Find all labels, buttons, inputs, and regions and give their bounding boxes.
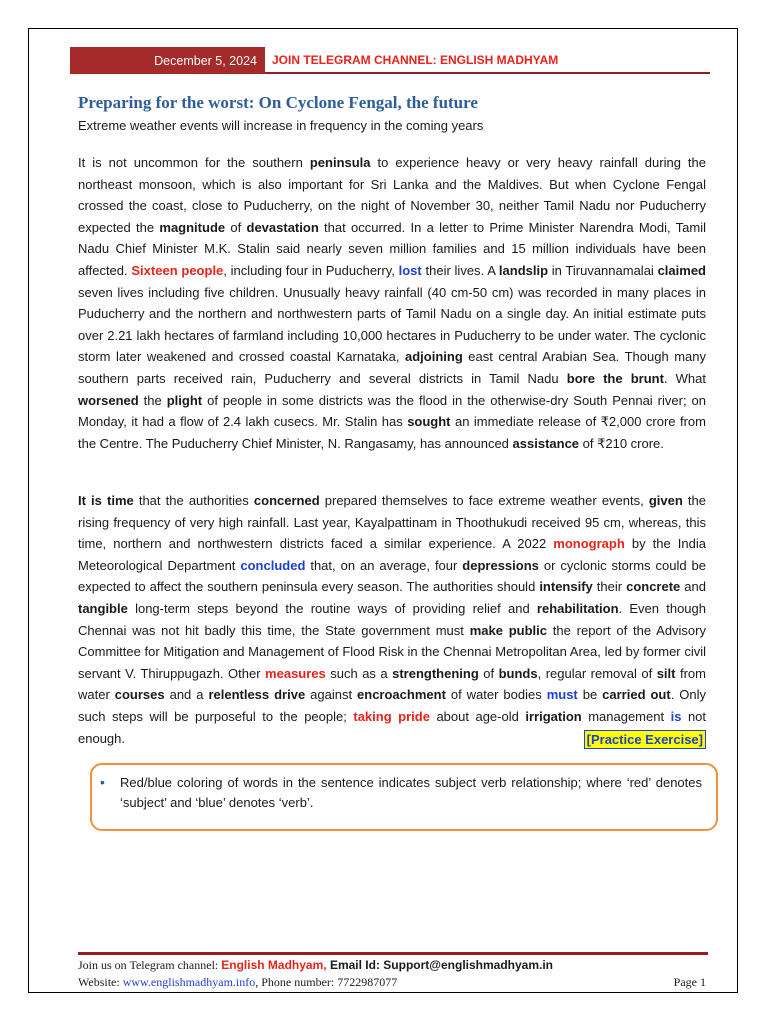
footer-phone: , Phone number: 7722987077 xyxy=(255,975,398,989)
footer-join-prefix: Join us on Telegram channel: xyxy=(78,958,222,972)
text-run: the report of the Advisory Committee for Mitigation and Management of Flood Risk in the Chennai Metropolitan Area, led by former civil servant V. Thiruppugazh. Other xyxy=(78,622,706,681)
text-run: an immediate release of ₹2,000 crore from the Centre. The Puducherry Chief Minister, N. Rangasamy, has announced xyxy=(78,414,706,451)
article-subtitle: Extreme weather events will increase in frequency in the coming years xyxy=(78,118,484,133)
keyword: irrigation xyxy=(525,708,582,724)
text-run: of water bodies xyxy=(445,687,547,703)
subject-highlight: measures xyxy=(265,665,326,681)
footer-email[interactable]: Email Id: Support@englishmadhyam.in xyxy=(326,958,554,972)
text-run: not enough. xyxy=(78,708,707,746)
keyword: strengthening xyxy=(392,665,479,681)
text-run: their lives. A xyxy=(421,262,499,278)
keyword: courses xyxy=(114,687,165,703)
note-box xyxy=(90,763,718,831)
verb-highlight: must xyxy=(546,687,578,703)
keyword: landslip xyxy=(498,262,549,278)
date-label: December 5, 2024 xyxy=(70,47,265,74)
keyword: It is time xyxy=(78,493,134,508)
keyword: worsened xyxy=(78,392,139,408)
keyword: rehabilitation xyxy=(536,600,619,616)
text-run: their xyxy=(592,579,627,595)
text-run: , including four in Puducherry, xyxy=(223,262,399,278)
verb-highlight: is xyxy=(670,708,682,724)
keyword: plight xyxy=(166,392,203,408)
verb-highlight: lost xyxy=(398,262,422,278)
verb-highlight: concluded xyxy=(240,557,306,573)
keyword: carried out xyxy=(602,687,671,703)
text-run: of xyxy=(478,665,499,681)
text-run: . Only such steps will be purposeful to the people; xyxy=(78,687,707,724)
text-run: to experience heavy or very heavy rainfall during the northeast monsoon, which is also important for Sri Lanka and the Maldives. But when Cyclone Fengal crossed the coast, close to Puducherry, on the night of November 30, neither Tamil Nadu nor Puducherry expected the xyxy=(78,155,706,235)
text-run: It is not uncommon for the southern xyxy=(78,155,310,170)
footer-divider xyxy=(78,952,708,955)
page-number: Page 1 xyxy=(673,975,706,989)
text-run: and a xyxy=(164,687,209,703)
text-run: management xyxy=(581,708,671,724)
bullet-icon: • xyxy=(100,774,105,790)
keyword: assistance xyxy=(512,435,580,451)
subject-highlight: taking pride xyxy=(353,708,430,724)
telegram-banner[interactable]: JOIN TELEGRAM CHANNEL: ENGLISH MADHYAM xyxy=(272,53,559,67)
text-run: that occurred. In a letter to Prime Minister Narendra Modi, Tamil Nadu Chief Minister M.K. Stalin said nearly seven million families and 15 million individuals have been affected. xyxy=(78,219,706,278)
footer-channel-link[interactable]: English Madhyam, xyxy=(221,958,327,972)
keyword: claimed xyxy=(657,262,706,278)
footer-website-line xyxy=(78,975,708,990)
paragraph-2 xyxy=(78,490,706,749)
text-run: from water xyxy=(78,665,706,703)
text-run: that the authorities xyxy=(133,493,254,508)
text-run: the rising frequency of very high rainfall. Last year, Kayalpattinam in Thoothukudi received 95 cm, whereas, this time, northern and northwestern districts faced a similar experience. A 2022 xyxy=(78,493,706,552)
text-run: of people in some districts was the flood in the otherwise-dry South Pennai river; on Monday, it had a flow of 2.4 lakh cusecs. Mr. Stalin has xyxy=(78,392,707,430)
keyword: adjoining xyxy=(405,349,463,365)
keyword: peninsula xyxy=(309,155,371,170)
practice-exercise-link[interactable]: [Practice Exercise] xyxy=(584,730,706,749)
text-run: , regular removal of xyxy=(537,665,657,681)
keyword: concerned xyxy=(253,493,320,508)
text-run: and xyxy=(680,579,706,595)
footer-website-link[interactable]: www.englishmadhyam.info xyxy=(122,975,256,989)
keyword: silt xyxy=(656,665,676,681)
keyword: bunds xyxy=(498,665,538,681)
keyword: make public xyxy=(469,622,547,638)
text-run: . Even though Chennai was not hit badly this time, the State government must xyxy=(78,600,706,638)
keyword: sought xyxy=(407,414,451,430)
text-run: the xyxy=(138,392,167,408)
text-run: . What xyxy=(663,370,706,386)
text-run: of xyxy=(225,219,247,235)
text-run: long-term steps beyond the routine ways of providing relief and xyxy=(127,600,537,616)
text-run: in Tiruvannamalai xyxy=(548,262,658,278)
text-run: of ₹210 crore. xyxy=(579,435,664,451)
keyword: concrete xyxy=(626,579,681,595)
header-band xyxy=(70,47,710,74)
text-run: prepared themselves to face extreme weather events, xyxy=(319,493,649,508)
paragraph-1 xyxy=(78,152,706,454)
keyword: bore the brunt xyxy=(566,370,664,386)
article-title: Preparing for the worst: On Cyclone Fengal, the future xyxy=(78,93,478,112)
subject-highlight: Sixteen people xyxy=(131,262,224,278)
text-run: that, on an average, four xyxy=(305,557,463,573)
keyword: relentless drive xyxy=(208,687,306,703)
keyword: tangible xyxy=(78,600,128,616)
keyword: given xyxy=(648,493,683,508)
keyword: intensify xyxy=(539,579,593,595)
keyword: encroachment xyxy=(357,687,446,703)
keyword: magnitude xyxy=(159,219,226,235)
footer-contact-line xyxy=(78,958,708,973)
text-run: by the India Meteorological Department xyxy=(78,536,707,573)
text-run: about age-old xyxy=(429,708,526,724)
text-run: or cyclonic storms could be expected to affect the southern peninsula every season. The authorities should xyxy=(78,557,706,595)
footer-website-prefix: Website: xyxy=(78,975,123,989)
note-text: Red/blue coloring of words in the sentence indicates subject verb relationship; where ‘red’ denotes ‘subject’ and ‘blue’ denotes ‘verb’. xyxy=(120,775,702,810)
keyword: devastation xyxy=(246,219,319,235)
text-run: east central Arabian Sea. Though many southern parts received rain, Puducherry and several districts in Tamil Nadu xyxy=(78,349,706,386)
text-run: such as a xyxy=(325,665,393,681)
subject-highlight: monograph xyxy=(553,536,625,552)
text-run: against xyxy=(305,687,358,703)
text-run: seven lives including five children. Unusually heavy rainfall (40 cm-50 cm) was recorded in many places in Puducherry and the northern and northwestern parts of Tamil Nadu on a single day. An initial estimate puts over 2.21 lakh hectares of farmland including 10,000 hectares in Puducherry to be under water. The cyclonic storm later weakened and crossed coastal Karnataka, xyxy=(78,284,706,365)
text-run: be xyxy=(577,687,603,703)
keyword: depressions xyxy=(462,557,539,573)
